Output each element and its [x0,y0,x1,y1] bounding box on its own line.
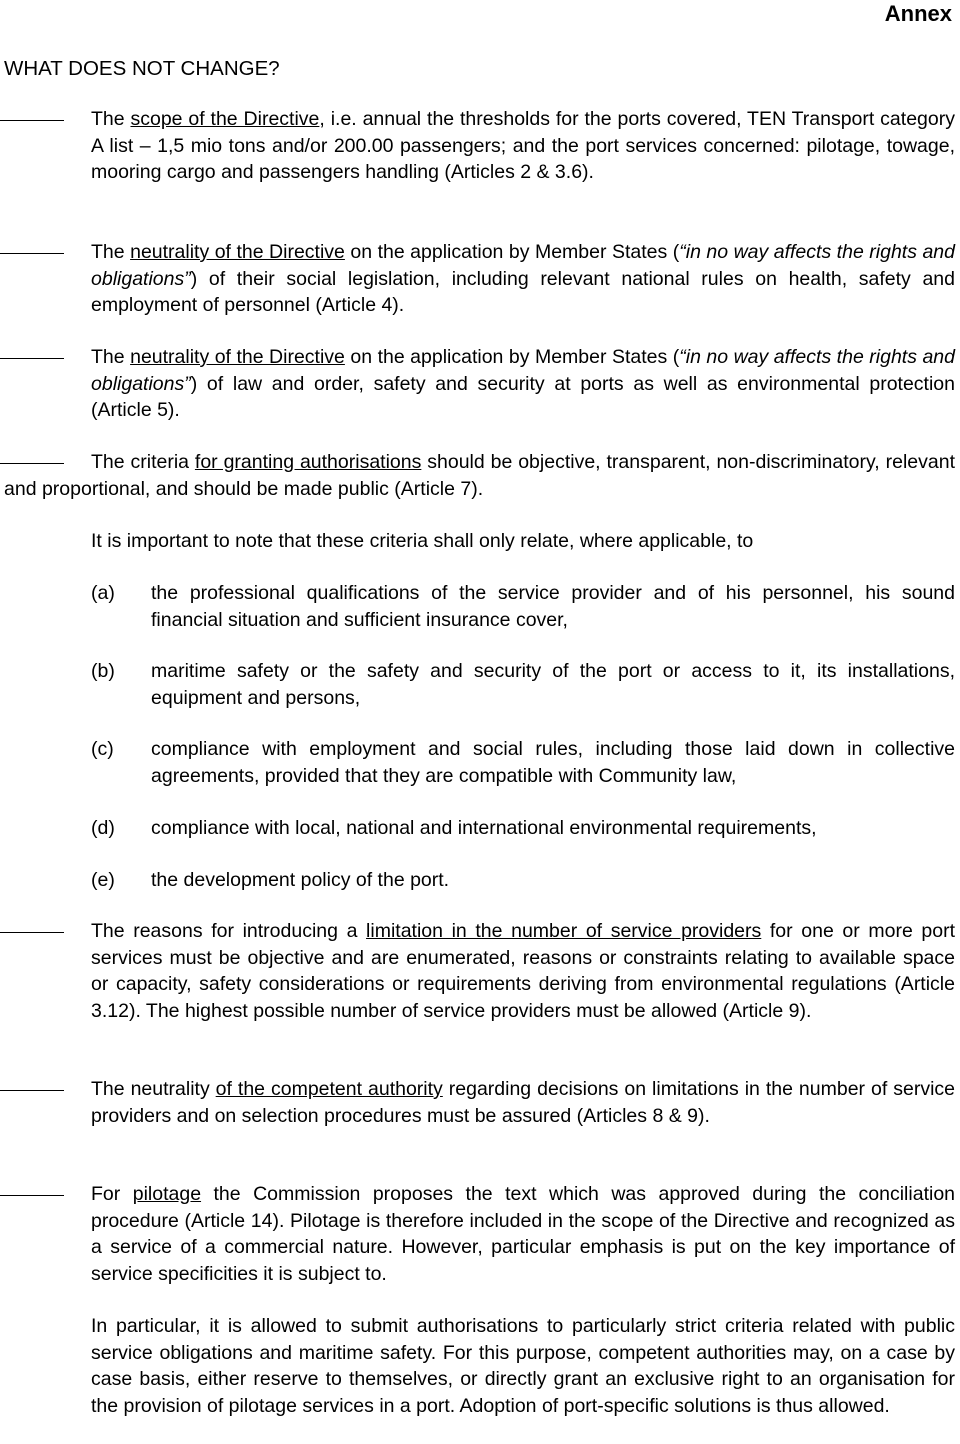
text: the Commission proposes the text which was approved during the conciliation procedure (Article 14). Pilotage is therefore included in the scope of the Directive and recognized as a service of a commercial nature. However, particular emphasis is put on the key importance of service specificities it is subject to. [91,1183,956,1285]
bullet-social-neutrality [91,239,955,319]
dash-bullet [0,932,64,933]
criteria-item: the professional qualifications of the service provider and of his personnel, his sound financial situation and sufficient insurance cover, [151,582,955,631]
criteria-item: compliance with employment and social rules, including those laid down in collective agreements, provided that they are compatible with Community law, [151,738,955,787]
text: For [91,1183,133,1205]
text: The [91,108,131,130]
underlined-text: pilotage [132,1183,202,1205]
text: regarding decisions on limitations in the number of service providers and on selection procedures must be assured (Articles 8 & 9). [91,1078,956,1127]
text: ) of their social legislation, including relevant national rules on health, safety and employment of personnel (Article 4). [91,267,955,316]
annex-label: Annex [884,1,952,26]
underlined-text: neutrality of the Directive [130,346,345,368]
bullet-limitation [91,918,955,1024]
bullet-law-neutrality [91,344,955,424]
criteria-label: (e) [91,869,115,891]
underlined-text: scope of the Directive [130,108,320,130]
criteria-label: (c) [91,738,114,760]
dash-bullet [0,120,64,121]
text: The criteria [91,451,195,473]
underlined-text: limitation in the number of service providers [366,920,762,942]
criteria-label: (d) [91,817,115,839]
criteria-intro: It is important to note that these criteria shall only relate, where applicable, to [91,530,754,552]
dash-bullet [0,358,64,359]
bullet-authority-neutrality [91,1076,955,1129]
text: The [91,346,131,368]
text: for one or more port services must be objective and are enumerated, reasons or constraints relating to available space or capacity, safety considerations or requirements deriving from environmental regulations (Article 3.12). The highest possible number of service providers must be allowed (Article 9). [91,920,955,1022]
criteria-label: (a) [91,582,115,604]
underlined-text: of the competent authority [215,1078,443,1100]
criteria-item: maritime safety or the safety and security of the port or access to it, its installations, equipment and persons, [151,660,955,709]
criteria-item: the development policy of the port. [151,869,450,891]
dash-bullet [0,1090,64,1091]
text: The [91,241,131,263]
bullet-pilotage [91,1181,955,1287]
text: The reasons for introducing a [91,920,367,942]
bullet-scope [91,106,955,186]
criteria-item: compliance with local, national and international environmental requirements, [151,817,817,839]
underlined-text: neutrality of the Directive [130,241,345,263]
italic-text: “in no way affects the rights and obligations” [91,346,955,395]
criteria-label: (b) [91,660,115,682]
text: The neutrality [91,1078,216,1100]
underlined-text: for granting authorisations [194,451,422,473]
dash-bullet [0,1195,64,1196]
text: should be objective, transparent, non-discriminatory, relevant and proportional, and should be made public (Article 7). [4,451,956,500]
text: , i.e. annual the thresholds for the ports covered, TEN Transport category A list – 1,5 mio tons and/or 200.00 passengers; and the port services concerned: pilotage, towage, mooring cargo and passengers handling (Articles 2 & 3.6). [91,108,955,183]
section-heading: WHAT DOES NOT CHANGE? [4,57,280,80]
italic-text: “in no way affects the rights and obligations” [91,241,955,290]
text: on the application by Member States ( [344,241,680,263]
dash-bullet [0,253,64,254]
text: on the application by Member States ( [344,346,680,368]
bullet-criteria [4,449,955,502]
text: ) of law and order, safety and security at ports as well as environmental protection (Article 5). [91,372,955,421]
closing-paragraph: In particular, it is allowed to submit authorisations to particularly strict criteria related with public service obligations and maritime safety. For this purpose, competent authorities may, on a case by case basis, either reserve to themselves, or directly grant an exclusive right to an organisation for the provision of pilotage services in a port. Adoption of port-specific solutions is thus allowed. [91,1315,955,1417]
